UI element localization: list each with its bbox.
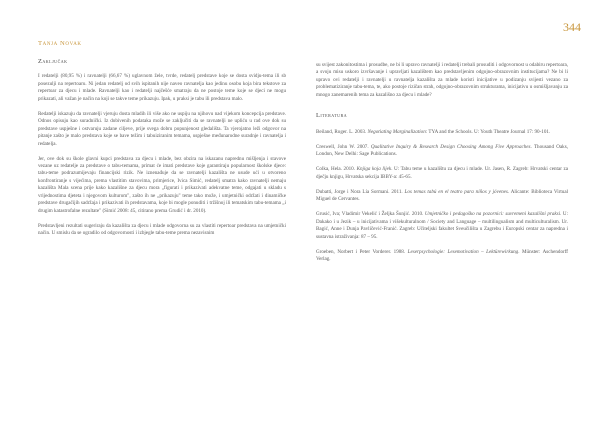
paragraph-1: I redatelji (80,95 %) i ravnatelji (66,67 %) uglavnom žele, tvrde, redatelj predstave koje se dosta svidju-tema ili sb posezulji na repertoaru. Ni jedan redatelj od svih ispitanih nije naveo ravnatelja kao jedinu osobu koja bira tekstove za repertoar za djecu i mlade. Ravnatelji kao i redatelji najčešće smatraju da ne postoje teme koje se djeci ne mogu prikazati, ali važan je način na koji se takve teme prikazuju. Ipak, u praksi je tabu ili predstava malo.	[38, 73, 286, 102]
reference-title: Leserpsychologie: Lesemotivation – Lektürewirkung	[407, 248, 519, 255]
reference-title: Qualitative Inquiry & Research Design Choosing Among Five Approaches	[370, 143, 531, 150]
paragraph-continuation: su svijest zakonitostima i prosudbe, ne bi li upravo ravnatelji i redatelji trebali prosuditi i odgovornost u odabiru repertoara, a svoju misu uskoro izvršavanje i upravljati kazalištem kao predstavljenim odgojno-obrazovnim institucijama? Ne bi li upravo ovi redatelji i ravnatelji u ravnatelja kazališta za mlade koristi inicijative u podizanju svijesti vezano za problematiziranje tabu-tema, te, ako postoje rizičan strah, odgojno-obrazovnim strukturama, inicijativu u osmišljavanju za mnogo zanemarenih tema za kazališno za djecu i mlade?	[316, 62, 568, 98]
reference-item	[316, 129, 568, 136]
reference-author-year: Beiland, Roger. L. 2003.	[316, 128, 368, 135]
section-heading: Zaključak	[38, 58, 68, 65]
reference-title: Umjetničko i pedagoško na pozornici: suvremeni kazališni praksi	[424, 211, 561, 218]
references-heading: Literatura	[316, 112, 348, 120]
reference-item	[316, 166, 568, 181]
paragraph-3: Jer, ove dok su škole glavni kupci predstava za djecu i mlade, bez obzira na iskazanu naprednu mišljenja i stavove vezane uz redatelje za predstave o tabu-temama, primat će imati predstave koje garantiraju popularnost školske djece: tabu-teme podrazumijevaju financijski rizik. Ne iznenađuje da se ravnatelji kazališta ne usude ući u otvoreno konfrontiranje s vijećima, prema vlastitim stavovima, primjerice, Ivica Simić, redatelj smatra kako ravnatelji nemaju kazališta Mala scena prije kako kazališne za djecu mora „figurati i prikazivati adekvatne teme, odgajati u skladu s vrijednostima djeteta i njegovom kulturom", zašto ih ne „prikazuju" teme tako može, i umjetnički održati i dinamičke predstave drugačijih sadržaja i prikazivati ih predstavama, koje bi mogle ponuditi i tržišnoj ili tematskim tabu-temama „i drugim katastrofalne rezultate" (Simić 2008: 45, citirano prema Grudić i dr. 2010).	[38, 155, 286, 214]
reference-title: Los temas tabú en el teatro para niños y jóvenes	[404, 188, 508, 195]
reference-details: . U: Dakako i u Jezik – u inicijativama i višekulturalnom / Society and Language – multilingualism and multiculturalism. Ur. Bagić, Anne i Dunja Pavličević-Franić. Zagreb: Učiteljski fakultet Sveučilišta u Zagrebu i Europski centar za napredna i sustavna istraživanja: 87 – 95.	[316, 211, 569, 240]
right-column	[316, 62, 568, 271]
reference-details: . U: Tabu teme u kazalištu za djecu i mlade. Ur. Jasen, R. Zagreb: Hrvatski centar za dječju knjigu, Hrvatska sekcija IBBY-a: 45-65.	[316, 166, 569, 180]
reference-author-year: Groeben, Norbert i Peter Vorderer. 1988.	[316, 248, 408, 255]
reference-author-year: Grusić, Iva; Vladimir Vekelić i Željka Šunjić. 2010.	[316, 211, 425, 218]
reference-author-year: Creswell, John W. 2007.	[316, 143, 371, 150]
left-column	[38, 58, 286, 245]
paragraph-4: Predstavljeni rezultati sugeriraju da kazališta za djecu i mlade odgovorna su za vlastiti repertoar predstava na umjetnički način. U smislu da se ogradilo od odgovornosti i izbjegle tabu-teme prema nezavisnim	[38, 222, 286, 237]
reference-details: . Münster: Aschendorff Verlag.	[316, 248, 568, 263]
reference-title: Knjiga koja lijek	[356, 166, 392, 173]
reference-author-year: Colka, Hela. 2010.	[316, 166, 357, 173]
page-number: 344	[563, 20, 581, 34]
reference-item	[316, 144, 568, 159]
paragraph-2: Redatelji iskazuju da ravnatelji vjeruju dosta mladih ili više ako ne uspiju na njihovu nad vijekom koncepcija predstave. Odnos opisuju kao suradnički. Iz dobivenih podataka može se zaključiti da se ravnatelji ne upliću u rad ove dok su predstave uspješne i ostvaruju zadane ciljeve, prije svega dobru popunjenost gledališta. Ta vjerojatno leži odgovor na pitanje zašto je malo predstava koje se bave težim i tabuiziranim temama, uspješne međunarodne suradnje i ravnatelja i redatelja.	[38, 110, 286, 147]
reference-details: . Alicante: Biblioteca Virtual Miguel de Cervantes.	[316, 188, 568, 203]
reference-item	[316, 189, 568, 204]
reference-list	[316, 129, 568, 264]
reference-details: . Thousand Oaks, London, New Delhi: Sage Publications.	[316, 143, 568, 158]
reference-item	[316, 211, 568, 241]
running-header-author: Tanja Novak	[38, 40, 82, 47]
reference-item	[316, 249, 568, 264]
reference-author-year: Dubatti, Jorge i Nora Lía Sormani. 2011.	[316, 188, 405, 195]
reference-details: : TYA and the Schools. U: Youth Theatre Journal 17: 90-101.	[425, 128, 551, 135]
reference-title: Negotiating Marginalization	[367, 128, 426, 135]
